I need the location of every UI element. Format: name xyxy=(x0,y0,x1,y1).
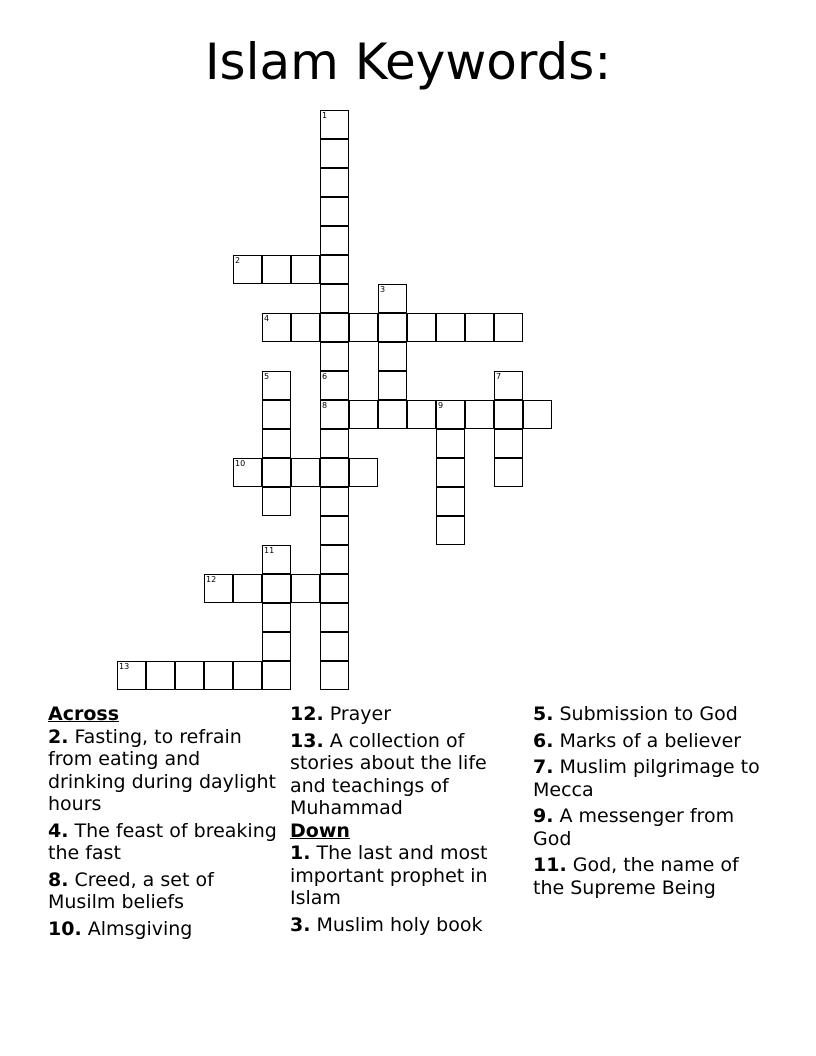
grid-cell[interactable] xyxy=(320,226,349,255)
clue-down-7 xyxy=(533,756,773,801)
grid-cell[interactable] xyxy=(436,487,465,516)
clue-text: A messenger from God xyxy=(533,805,735,850)
cell-number: 4 xyxy=(264,314,270,323)
grid-cell[interactable] xyxy=(378,342,407,371)
clues-column-3 xyxy=(533,703,773,903)
grid-cell[interactable] xyxy=(320,284,349,313)
page-title: Islam Keywords: xyxy=(204,33,612,91)
grid-cell[interactable] xyxy=(262,313,291,342)
clue-across-2 xyxy=(48,726,278,816)
grid-cell[interactable] xyxy=(378,400,407,429)
grid-cell[interactable] xyxy=(320,516,349,545)
clue-down-5 xyxy=(533,703,773,726)
grid-cell[interactable] xyxy=(436,313,465,342)
down-heading: Down xyxy=(290,819,350,842)
grid-cell[interactable] xyxy=(378,284,407,313)
clue-number: 1. xyxy=(290,842,311,864)
clue-number: 9. xyxy=(533,805,554,827)
clue-number: 3. xyxy=(290,913,311,936)
grid-cell[interactable] xyxy=(349,458,378,487)
grid-cell[interactable] xyxy=(117,661,146,690)
grid-cell[interactable] xyxy=(320,545,349,574)
grid-cell[interactable] xyxy=(436,429,465,458)
cell-number: 8 xyxy=(322,401,328,410)
grid-cell[interactable] xyxy=(378,313,407,342)
clue-across-8 xyxy=(48,869,278,914)
clue-number: 6. xyxy=(533,729,554,752)
clue-number: 7. xyxy=(533,756,554,778)
grid-cell[interactable] xyxy=(320,110,349,139)
grid-cell[interactable] xyxy=(262,458,291,487)
grid-cell[interactable] xyxy=(320,371,349,400)
grid-cell[interactable] xyxy=(320,603,349,632)
grid-cell[interactable] xyxy=(262,429,291,458)
grid-cell[interactable] xyxy=(233,255,262,284)
grid-cell[interactable] xyxy=(320,661,349,690)
grid-cell[interactable] xyxy=(233,661,262,690)
grid-cell[interactable] xyxy=(175,661,204,690)
grid-cell[interactable] xyxy=(262,574,291,603)
grid-cell[interactable] xyxy=(436,516,465,545)
cell-number: 12 xyxy=(206,575,217,584)
grid-cell[interactable] xyxy=(262,371,291,400)
grid-cell[interactable] xyxy=(378,371,407,400)
grid-cell[interactable] xyxy=(262,255,291,284)
clue-down-6 xyxy=(533,730,773,753)
grid-cell[interactable] xyxy=(436,458,465,487)
cell-number: 10 xyxy=(235,459,246,468)
across-heading: Across xyxy=(48,703,120,725)
cell-number: 1 xyxy=(322,111,328,120)
cell-number: 9 xyxy=(438,401,444,410)
clue-across-12 xyxy=(290,703,520,726)
cell-number: 6 xyxy=(322,372,328,381)
clue-across-13 xyxy=(290,730,520,820)
grid-cell[interactable] xyxy=(291,313,320,342)
clue-across-10 xyxy=(48,918,278,941)
clue-text: God, the name of the Supreme Being xyxy=(533,854,739,899)
grid-cell[interactable] xyxy=(494,371,523,400)
clue-text: Marks of a believer xyxy=(559,729,742,752)
grid-cell[interactable] xyxy=(320,400,349,429)
clue-down-1 xyxy=(290,842,520,910)
grid-cell[interactable] xyxy=(146,661,175,690)
grid-cell[interactable] xyxy=(320,197,349,226)
grid-cell[interactable] xyxy=(320,313,349,342)
grid-cell[interactable] xyxy=(320,139,349,168)
grid-cell[interactable] xyxy=(494,458,523,487)
grid-cell[interactable] xyxy=(320,255,349,284)
grid-cell[interactable] xyxy=(407,313,436,342)
grid-cell[interactable] xyxy=(262,400,291,429)
grid-cell[interactable] xyxy=(291,574,320,603)
clue-number: 11. xyxy=(533,854,567,876)
grid-cell[interactable] xyxy=(233,458,262,487)
grid-cell[interactable] xyxy=(204,574,233,603)
clue-text: Creed, a set of Musilm beliefs xyxy=(48,868,214,913)
grid-cell[interactable] xyxy=(320,342,349,371)
cell-number: 3 xyxy=(380,285,386,294)
grid-cell[interactable] xyxy=(233,574,262,603)
grid-cell[interactable] xyxy=(407,400,436,429)
grid-cell[interactable] xyxy=(494,429,523,458)
grid-cell[interactable] xyxy=(262,661,291,690)
clues-column-2 xyxy=(290,703,520,940)
clue-number: 12. xyxy=(290,703,324,725)
cell-number: 5 xyxy=(264,372,270,381)
cell-number: 7 xyxy=(496,372,502,381)
cell-number: 13 xyxy=(119,662,130,671)
clue-text: The last and most important prophet in Islam xyxy=(290,842,488,909)
grid-cell[interactable] xyxy=(262,632,291,661)
grid-cell[interactable] xyxy=(436,400,465,429)
grid-cell[interactable] xyxy=(320,574,349,603)
grid-cell[interactable] xyxy=(320,458,349,487)
clue-text: Prayer xyxy=(329,703,392,725)
grid-cell[interactable] xyxy=(349,313,378,342)
cell-number: 2 xyxy=(235,256,241,265)
grid-cell[interactable] xyxy=(262,603,291,632)
clues-column-1 xyxy=(48,703,278,944)
grid-cell[interactable] xyxy=(204,661,233,690)
grid-cell[interactable] xyxy=(349,400,378,429)
clue-number: 10. xyxy=(48,917,82,940)
grid-cell[interactable] xyxy=(320,168,349,197)
clue-text: Almsgiving xyxy=(87,917,193,940)
cell-number: 11 xyxy=(264,546,275,555)
clue-down-11 xyxy=(533,854,773,899)
grid-cell[interactable] xyxy=(494,313,523,342)
grid-cell[interactable] xyxy=(494,400,523,429)
grid-cell[interactable] xyxy=(523,400,552,429)
grid-cell[interactable] xyxy=(465,400,494,429)
clue-number: 5. xyxy=(533,703,554,725)
clue-number: 13. xyxy=(290,729,324,752)
clue-text: A collection of stories about the life and teachings of Muhammad xyxy=(290,729,487,819)
clue-down-3 xyxy=(290,914,520,937)
clue-number: 2. xyxy=(48,725,69,748)
clue-text: Fasting, to refrain from eating and drinking during daylight hours xyxy=(48,725,277,815)
grid-cell[interactable] xyxy=(262,545,291,574)
grid-cell[interactable] xyxy=(291,255,320,284)
clue-text: The feast of breaking the fast xyxy=(48,819,277,864)
clue-text: Muslim holy book xyxy=(316,913,483,936)
grid-cell[interactable] xyxy=(291,458,320,487)
clue-across-4 xyxy=(48,820,278,865)
clue-number: 4. xyxy=(48,819,69,842)
clue-down-9 xyxy=(533,805,773,850)
clue-text: Submission to God xyxy=(559,703,738,725)
grid-cell[interactable] xyxy=(320,429,349,458)
grid-cell[interactable] xyxy=(320,632,349,661)
clue-text: Muslim pilgrimage to Mecca xyxy=(533,756,760,801)
clue-number: 8. xyxy=(48,868,69,891)
grid-cell[interactable] xyxy=(262,487,291,516)
grid-cell[interactable] xyxy=(465,313,494,342)
grid-cell[interactable] xyxy=(320,487,349,516)
